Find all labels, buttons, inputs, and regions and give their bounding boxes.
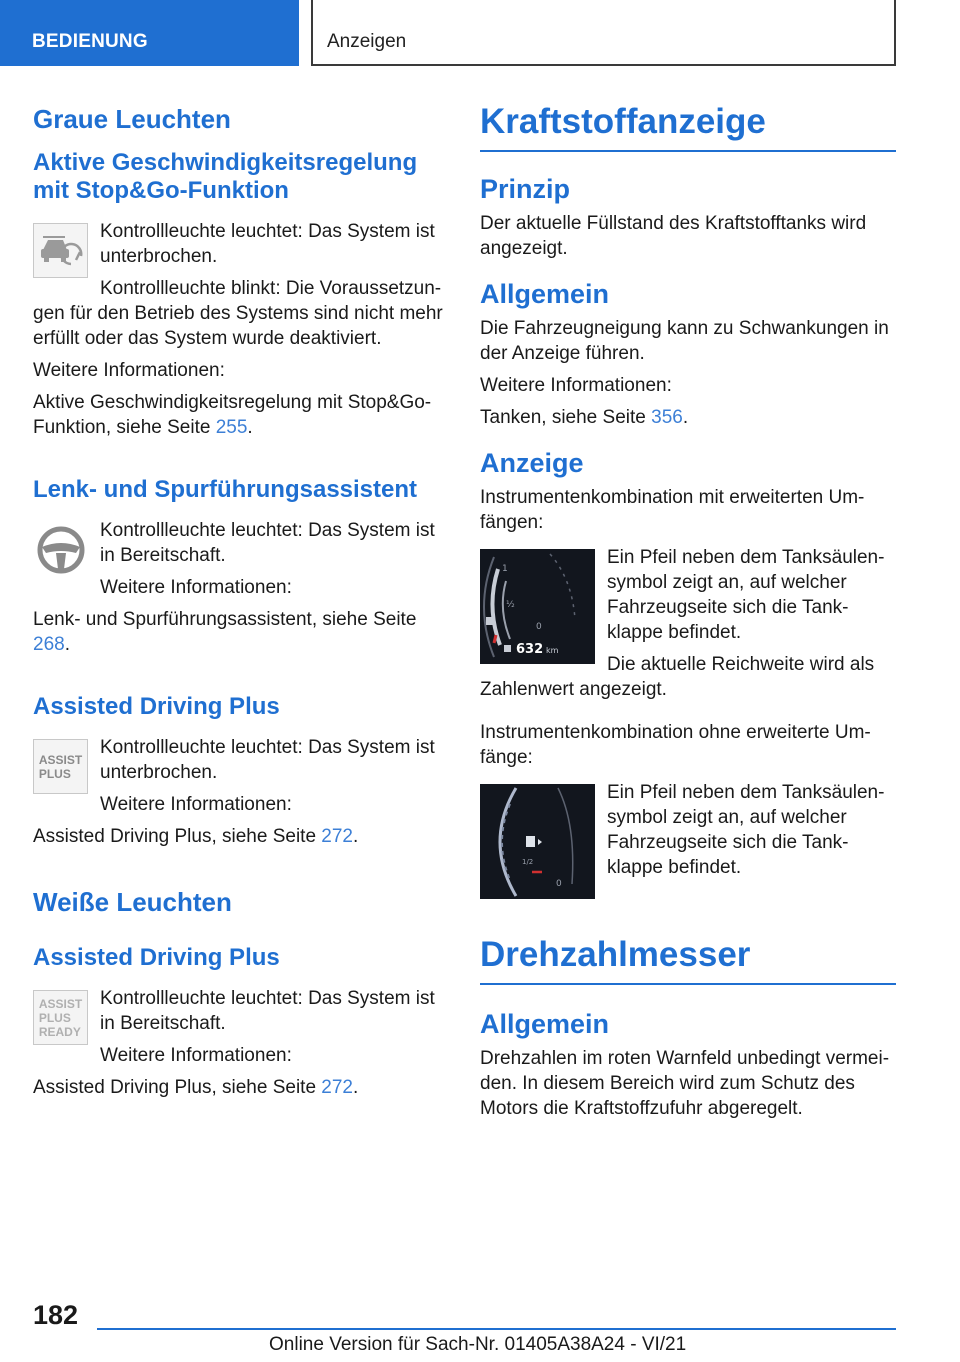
assist-plus-ready-line-1: ASSIST bbox=[38, 996, 83, 1011]
acc-text-4 bbox=[33, 390, 449, 440]
heading-adp-1: Assisted Driving Plus bbox=[33, 693, 280, 720]
adp1-text-2: Weitere Informationen: bbox=[100, 794, 292, 815]
heading-fuel-allgemein: Allgemein bbox=[480, 279, 610, 309]
lane-ref-text: Lenk- und Spurführungsassistent, siehe Seite bbox=[33, 609, 417, 630]
heading-prinzip: Prinzip bbox=[480, 174, 571, 204]
cluster-extended-text-2b: Zahlenwert angezeigt. bbox=[480, 679, 667, 700]
heading-anzeige: Anzeige bbox=[480, 448, 584, 478]
cluster-basic-block bbox=[480, 780, 896, 905]
lane-page-link[interactable]: 268 bbox=[33, 634, 65, 655]
assist-plus-icon-line-2: PLUS bbox=[38, 766, 71, 781]
acc-text-3: Weitere Informationen: bbox=[33, 360, 225, 381]
lane-block bbox=[33, 518, 449, 600]
right-column bbox=[480, 102, 896, 1128]
acc-ref-end: . bbox=[247, 417, 253, 438]
tanken-ref-text: Tanken, siehe Seite bbox=[480, 407, 652, 428]
cluster-extended-image bbox=[480, 549, 595, 664]
prinzip-text: Der aktuelle Füllstand des Kraftstofftanks wird angezeigt. bbox=[480, 213, 867, 259]
heading-lane: Lenk- und Spurführungsassistent bbox=[33, 476, 418, 503]
footer-version-text: Online Version für Sach-Nr. 01405A38A24 - VI/21 bbox=[269, 1334, 687, 1355]
anzeige-text-2: Instrumentenkombination ohne erweiterte Umfänge: bbox=[480, 722, 871, 768]
heading-kraftstoffanzeige: Kraftstoffanzeige bbox=[480, 102, 896, 152]
cluster-range-value: 632 bbox=[516, 642, 544, 657]
adp1-ref-text: Assisted Driving Plus, siehe Seite bbox=[33, 826, 322, 847]
lane-text-3 bbox=[33, 607, 449, 657]
page-number: 182 bbox=[33, 1300, 79, 1330]
adp2-ref-end: . bbox=[353, 1077, 359, 1098]
tanken-page-link[interactable]: 356 bbox=[651, 407, 683, 428]
steering-wheel-icon bbox=[33, 522, 88, 577]
acc-text-1: Kontrollleuchte leuchtet: Das System ist unterbrochen. bbox=[100, 221, 435, 267]
adp1-ref-end: . bbox=[353, 826, 359, 847]
acc-text-2b: gen für den Betrieb des Systems sind nicht mehr erfüllt oder das System wurde deaktiviert. bbox=[33, 303, 443, 349]
left-column bbox=[33, 98, 449, 1107]
acc-page-link[interactable]: 255 bbox=[215, 417, 248, 438]
lane-ref-end: . bbox=[64, 634, 70, 655]
cluster-label-0: 0 bbox=[536, 622, 542, 632]
acc-block bbox=[33, 219, 449, 301]
cluster-label-half: ½ bbox=[506, 600, 515, 610]
adp1-block bbox=[33, 735, 449, 817]
cluster-extended-text-2a: Die aktuelle Reichweite wird als bbox=[607, 654, 875, 675]
acc-ref-text: Aktive Geschwindigkeitsregelung mit Stop&Go-Funktion, siehe Seite bbox=[33, 392, 432, 438]
adp1-page-link[interactable]: 272 bbox=[321, 826, 353, 847]
lane-text-2: Weitere Informationen: bbox=[100, 577, 292, 598]
fuel-allgemein-text-2: Weitere Informationen: bbox=[480, 375, 672, 396]
assist-plus-icon bbox=[33, 739, 88, 794]
cluster-basic-text-1: Ein Pfeil neben dem Tanksäulensymbol zeigt an, auf welcher Fahrzeugseite sich die Tankklappe befindet. bbox=[607, 782, 885, 878]
cluster-range-unit: km bbox=[546, 646, 559, 655]
heading-adp-2: Assisted Driving Plus bbox=[33, 944, 280, 971]
heading-graue-leuchten: Graue Leuchten bbox=[33, 104, 231, 134]
fuel-allgemein-text-1: Die Fahrzeugneigung kann zu Schwankungen in der Anzeige führen. bbox=[480, 318, 889, 364]
heading-acc: Aktive Geschwindigkeitsregelung mit Stop&Go-Funktion bbox=[33, 149, 418, 204]
header-chapter-tab: Anzeigen bbox=[311, 0, 896, 66]
cluster-label-1: 1 bbox=[502, 564, 508, 574]
lane-text-1: Kontrollleuchte leuchtet: Das System ist in Bereitschaft. bbox=[100, 520, 435, 566]
assist-plus-ready-icon bbox=[33, 990, 88, 1045]
cluster-basic-label-half: 1/2 bbox=[522, 858, 534, 866]
assist-plus-icon-line-1: ASSIST bbox=[38, 752, 83, 767]
footer-divider bbox=[97, 1328, 896, 1330]
cluster-basic-image bbox=[480, 784, 595, 899]
adp2-text-1: Kontrollleuchte leuchtet: Das System ist in Bereitschaft. bbox=[100, 988, 435, 1034]
adp2-ref-text: Assisted Driving Plus, siehe Seite bbox=[33, 1077, 322, 1098]
heading-weisse-leuchten: Weiße Leuchten bbox=[33, 887, 232, 917]
assist-plus-icon-text bbox=[39, 753, 82, 781]
fuel-allgemein-text-3 bbox=[480, 405, 896, 430]
assist-plus-ready-icon-text bbox=[39, 997, 82, 1039]
cluster-extended-block bbox=[480, 545, 896, 677]
heading-rpm-allgemein: Allgemein bbox=[480, 1009, 610, 1039]
rpm-allgemein-text: Drehzahlen im roten Warnfeld unbedingt vermeiden. In diesem Bereich wird zum Schutz des Motors die Kraftstoffzufuhr abgeregelt. bbox=[480, 1048, 890, 1119]
assist-plus-ready-line-3: READY bbox=[38, 1024, 81, 1039]
adp1-text-3 bbox=[33, 824, 449, 849]
adp2-page-link[interactable]: 272 bbox=[321, 1077, 353, 1098]
cluster-basic-label-0: 0 bbox=[556, 879, 562, 889]
adp2-text-2: Weitere Informationen: bbox=[100, 1045, 292, 1066]
assist-plus-ready-line-2: PLUS bbox=[38, 1010, 71, 1025]
header-section-tab: BEDIENUNG bbox=[0, 0, 299, 66]
anzeige-text-1: Instrumentenkombination mit erweiterten Umfängen: bbox=[480, 487, 865, 533]
adp1-text-1: Kontrollleuchte leuchtet: Das System ist unterbrochen. bbox=[100, 737, 435, 783]
acc-text-2a: Kontrollleuchte blinkt: Die Voraussetzun- bbox=[100, 278, 442, 299]
adp2-block bbox=[33, 986, 449, 1068]
heading-drehzahlmesser: Drehzahlmesser bbox=[480, 935, 896, 985]
tanken-ref-end: . bbox=[682, 407, 689, 428]
adp2-text-3 bbox=[33, 1075, 449, 1100]
cluster-extended-text-1: Ein Pfeil neben dem Tanksäulensymbol zeigt an, auf welcher Fahrzeugseite sich die Tankklappe befindet. bbox=[607, 547, 885, 643]
acc-indicator-icon bbox=[33, 223, 88, 278]
